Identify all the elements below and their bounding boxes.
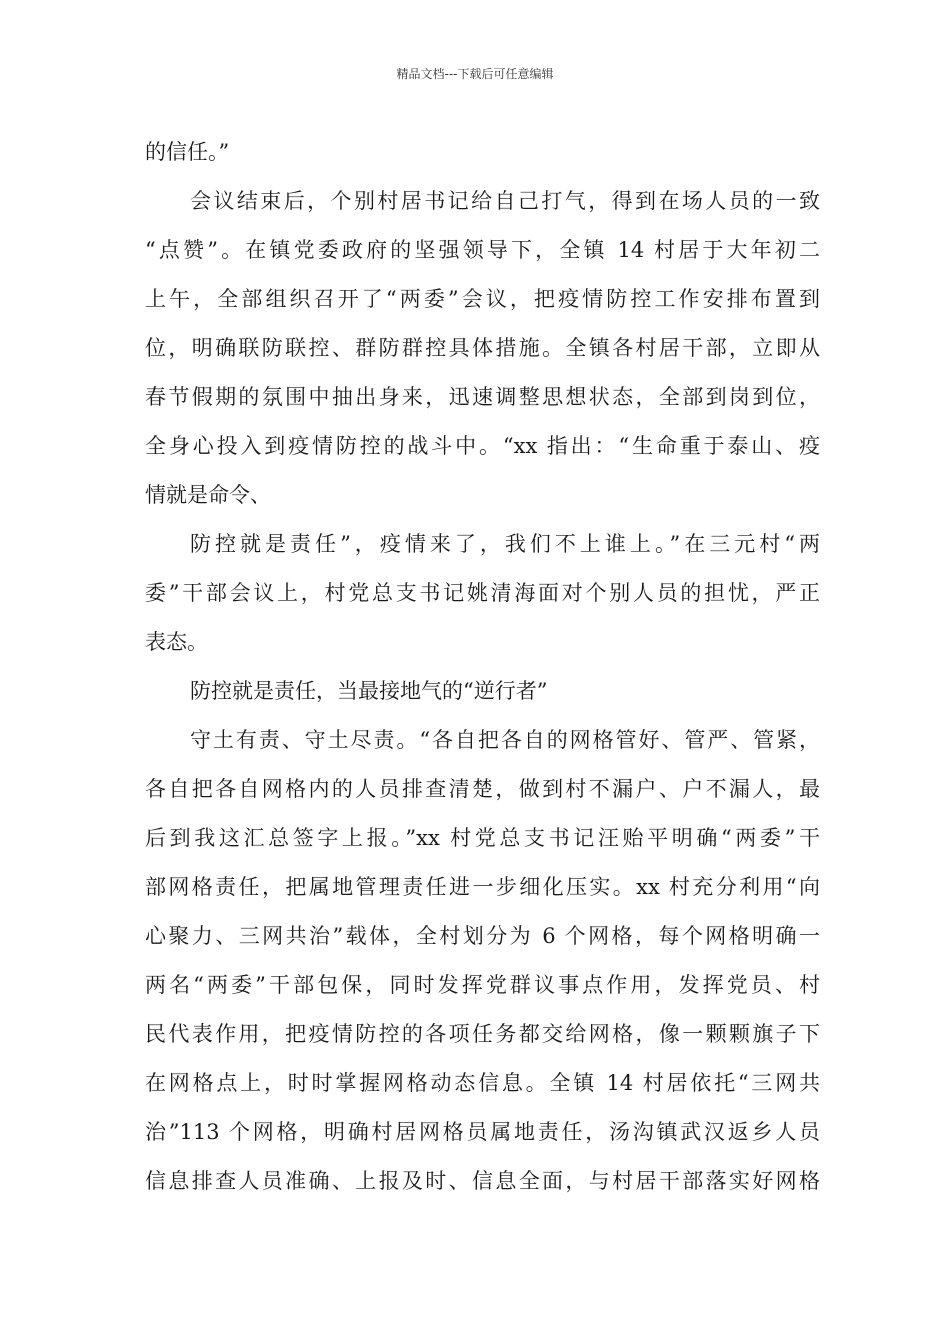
text-line: 民代表作用，把疫情防控的各项任务都交给网格，像一颗颗旗子下	[145, 1022, 820, 1046]
page-header: 精品文档---下载后可任意编辑	[396, 67, 554, 81]
text-line: 部网格责任，把属地管理责任进一步细化压实。xx 村充分利用“向	[145, 875, 820, 899]
text-line: 防控就是责任”，疫情来了，我们不上谁上。”在三元村“两	[190, 532, 820, 556]
text-line: 治”113 个网格，明确村居网格员属地责任，汤沟镇武汉返乡人员	[145, 1120, 820, 1144]
text-line: 两名“两委”干部包保，同时发挥党群议事点作用，发挥党员、村	[145, 973, 820, 997]
text-line: 会议结束后，个别村居书记给自己打气，得到在场人员的一致	[190, 189, 820, 213]
text-line: 表态。	[145, 630, 208, 654]
text-line: 信息排查人员准确、上报及时、信息全面，与村居干部落实好网格	[145, 1169, 820, 1193]
document-body	[145, 128, 820, 1206]
text-line: 全身心投入到疫情防控的战斗中。“xx 指出：“生命重于泰山、疫	[145, 434, 820, 458]
text-line: 的信任。”	[145, 140, 230, 164]
text-line: 上午，全部组织召开了“两委”会议，把疫情防控工作安排布置到	[145, 287, 820, 311]
text-line: 后到我这汇总签字上报。”xx 村党总支书记汪贻平明确“两委”干	[145, 826, 820, 850]
section-heading: 防控就是责任，当最接地气的“逆行者”	[190, 679, 548, 703]
text-line: 在网格点上，时时掌握网格动态信息。全镇 14 村居依托“三网共	[145, 1071, 820, 1095]
text-line: 情就是命令、	[145, 483, 271, 507]
text-line: 守土有责、守土尽责。“各自把各自的网格管好、管严、管紧，	[190, 728, 820, 752]
text-line: “点赞”。在镇党委政府的坚强领导下，全镇 14 村居于大年初二	[145, 238, 820, 262]
text-line: 春节假期的氛围中抽出身来，迅速调整思想状态，全部到岗到位，	[145, 385, 820, 409]
text-line: 委”干部会议上，村党总支书记姚清海面对个别人员的担忧，严正	[145, 581, 820, 605]
text-line: 位，明确联防联控、群防群控具体措施。全镇各村居干部，立即从	[145, 336, 820, 360]
text-line: 各自把各自网格内的人员排查清楚，做到村不漏户、户不漏人，最	[145, 777, 820, 801]
text-line: 心聚力、三网共治”载体，全村划分为 6 个网格，每个网格明确一	[145, 924, 820, 948]
